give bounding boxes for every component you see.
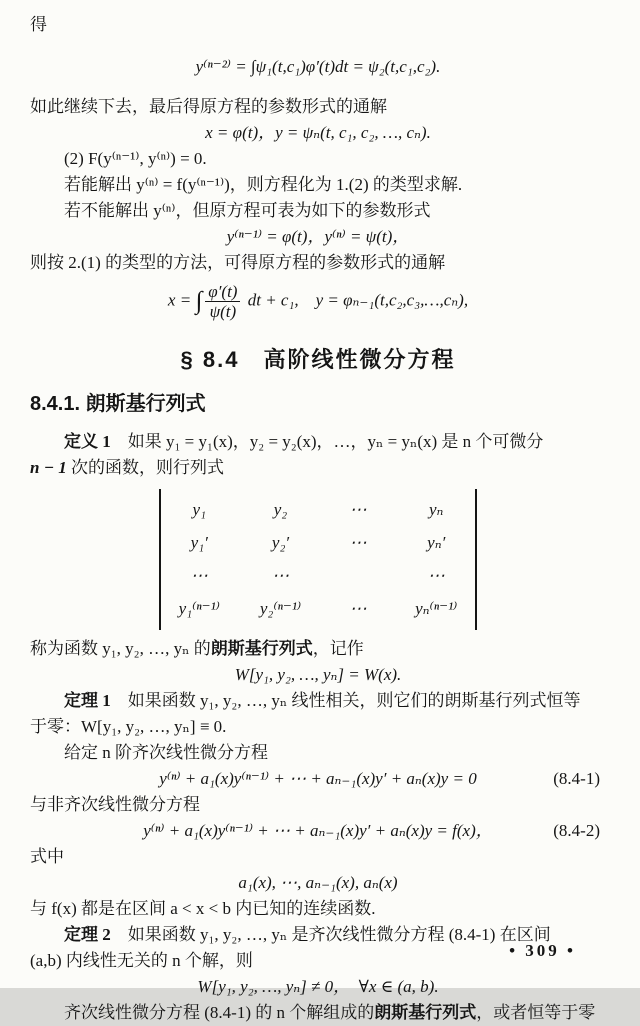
equation-integral-fraction <box>30 282 606 321</box>
det-cell: y₂ <box>273 500 288 519</box>
definition-1 <box>30 429 606 455</box>
item-2-equation: (2) F(y⁽ⁿ⁻¹⁾, y⁽ⁿ⁾) = 0. <box>64 149 207 168</box>
det-cell: ⋯ <box>427 566 445 585</box>
fraction-denominator: ψ(t) <box>209 302 237 321</box>
paragraph-nonhomogeneous: 与非齐次线性微分方程 <box>30 795 200 814</box>
equation-integral-psi2: y⁽ⁿ⁻²⁾ = ∫ψ₁(t,c₁)φ′(t)dt = ψ₂(t,c₁,c₂). <box>195 57 441 76</box>
theorem-1-text: 如果函数 y₁, y₂, …, yₙ 线性相关，则它们的朗斯基行列式恒等 <box>110 691 581 710</box>
theorem-1-label: 定理 1 <box>64 691 111 710</box>
fraction-eq-rhs: y = φₙ₋₁(t,c₂,c₃,…,cₙ), <box>315 290 469 310</box>
paragraph-method-2-1: 则按 2.(1) 的类型的方法，可得原方程的参数形式的通解 <box>30 253 446 272</box>
det-cell: ⋯ <box>349 599 367 618</box>
paragraph-solvable-case: 若能解出 y⁽ⁿ⁾ = f(y⁽ⁿ⁻¹⁾)，则方程化为 1.(2) 的类型求解. <box>64 175 463 194</box>
equation-wronskian-nonzero: W[y₁, y₂, …, yₙ] ≠ 0， ∀x ∈ (a, b). <box>197 977 439 996</box>
closing-wronskian-term: 朗斯基行列式 <box>374 1003 477 1022</box>
closing-prefix: 齐次线性微分方程 (8.4-1) 的 n 个解组成的 <box>64 1003 375 1022</box>
fraction-eq-lhs: x = <box>167 290 196 310</box>
det-cell: ⋯ <box>349 533 367 552</box>
paragraph-closing <box>30 1000 606 1026</box>
paragraph-continue: 如此继续下去，最后得原方程的参数形式的通解 <box>30 97 387 116</box>
equation-parametric-form: y⁽ⁿ⁻¹⁾ = φ(t)，y⁽ⁿ⁾ = ψ(t)， <box>226 227 410 246</box>
determinant-matrix <box>159 489 478 630</box>
equation-8-4-1-body: y⁽ⁿ⁾ + a₁(x)y⁽ⁿ⁻¹⁾ + ⋯ + aₙ₋₁(x)y′ + aₙ(x)y = 0 <box>159 769 477 788</box>
equation-8-4-2 <box>30 818 606 844</box>
det-cell: y₁ <box>192 500 206 519</box>
det-cell: ⋯ <box>190 566 208 585</box>
lead-word: 得 <box>30 15 47 34</box>
theorem-2-text: 如果函数 y₁, y₂, …, yₙ 是齐次线性微分方程 (8.4-1) 在区间 <box>110 925 551 944</box>
wronskian-prefix: 称为函数 y₁, y₂, …, yₙ 的 <box>30 639 211 658</box>
n-minus-1-math: n − 1 <box>30 458 67 477</box>
paragraph-given-homogeneous: 给定 n 阶齐次线性微分方程 <box>64 743 268 762</box>
closing-suffix: ，或者恒等于零 <box>476 1003 596 1022</box>
definition-1-continued <box>30 455 606 481</box>
paragraph-unsolvable-case: 若不能解出 y⁽ⁿ⁾，但原方程可表为如下的参数形式 <box>64 201 431 220</box>
theorem-2-label: 定理 2 <box>64 925 111 944</box>
wronskian-determinant <box>30 489 606 630</box>
equation-8-4-2-tag: (8.4-2) <box>553 821 600 840</box>
wronskian-term: 朗斯基行列式 <box>210 639 313 658</box>
paragraph-called-wronskian <box>30 636 606 662</box>
paragraph-continuous-functions: 与 f(x) 都是在区间 a < x < b 内已知的连续函数. <box>30 899 376 918</box>
integral-sign: ∫ <box>195 287 203 315</box>
det-cell: yₙ′ <box>427 533 446 552</box>
section-heading: § 8.4 高阶线性微分方程 <box>180 347 456 372</box>
page-number: • 309 • <box>509 941 576 960</box>
det-cell: y₁⁽ⁿ⁻¹⁾ <box>178 599 220 618</box>
det-cell: ⋯ <box>272 566 289 585</box>
equation-8-4-2-body: y⁽ⁿ⁾ + a₁(x)y⁽ⁿ⁻¹⁾ + ⋯ + aₙ₋₁(x)y′ + aₙ(x)y = f(x)， <box>143 821 493 840</box>
fraction <box>205 282 240 321</box>
theorem-1-continued: 于零：W[y₁, y₂, …, yₙ] ≡ 0. <box>30 717 227 736</box>
definition-1-label: 定义 1 <box>64 432 111 451</box>
equation-coefficients: a₁(x), ⋯, aₙ₋₁(x), aₙ(x) <box>238 873 398 892</box>
theorem-1 <box>30 688 606 714</box>
equation-8-4-1 <box>30 766 606 792</box>
det-cell: ⋯ <box>349 500 367 519</box>
paragraph-where: 式中 <box>30 847 64 866</box>
det-cell: y₁′ <box>190 533 208 552</box>
fraction-eq-mid: dt + c₁, <box>243 290 299 310</box>
subsection-heading: 8.4.1. 朗斯基行列式 <box>30 393 206 415</box>
definition-1-text: 如果 y₁ = y₁(x)，y₂ = y₂(x)，…，yₙ = yₙ(x) 是 n 个可微分 <box>110 432 544 451</box>
definition-1-continued-text: 次的函数，则行列式 <box>66 458 225 477</box>
det-cell: y₂′ <box>271 533 290 552</box>
fraction-numerator: φ′(t) <box>205 282 240 302</box>
wronskian-suffix: ，记作 <box>312 639 364 658</box>
det-cell: yₙ <box>429 500 444 519</box>
equation-8-4-1-tag: (8.4-1) <box>553 769 600 788</box>
det-cell: yₙ⁽ⁿ⁻¹⁾ <box>415 599 458 618</box>
theorem-2-continued: (a,b) 内线性无关的 n 个解，则 <box>30 951 253 970</box>
equation-parametric-solution: x = φ(t)，y = ψₙ(t, c₁, c₂, …, cₙ). <box>205 123 431 142</box>
equation-wronskian-notation: W[y₁, y₂, …, yₙ] = W(x). <box>234 665 402 684</box>
det-cell: y₂⁽ⁿ⁻¹⁾ <box>259 599 302 618</box>
